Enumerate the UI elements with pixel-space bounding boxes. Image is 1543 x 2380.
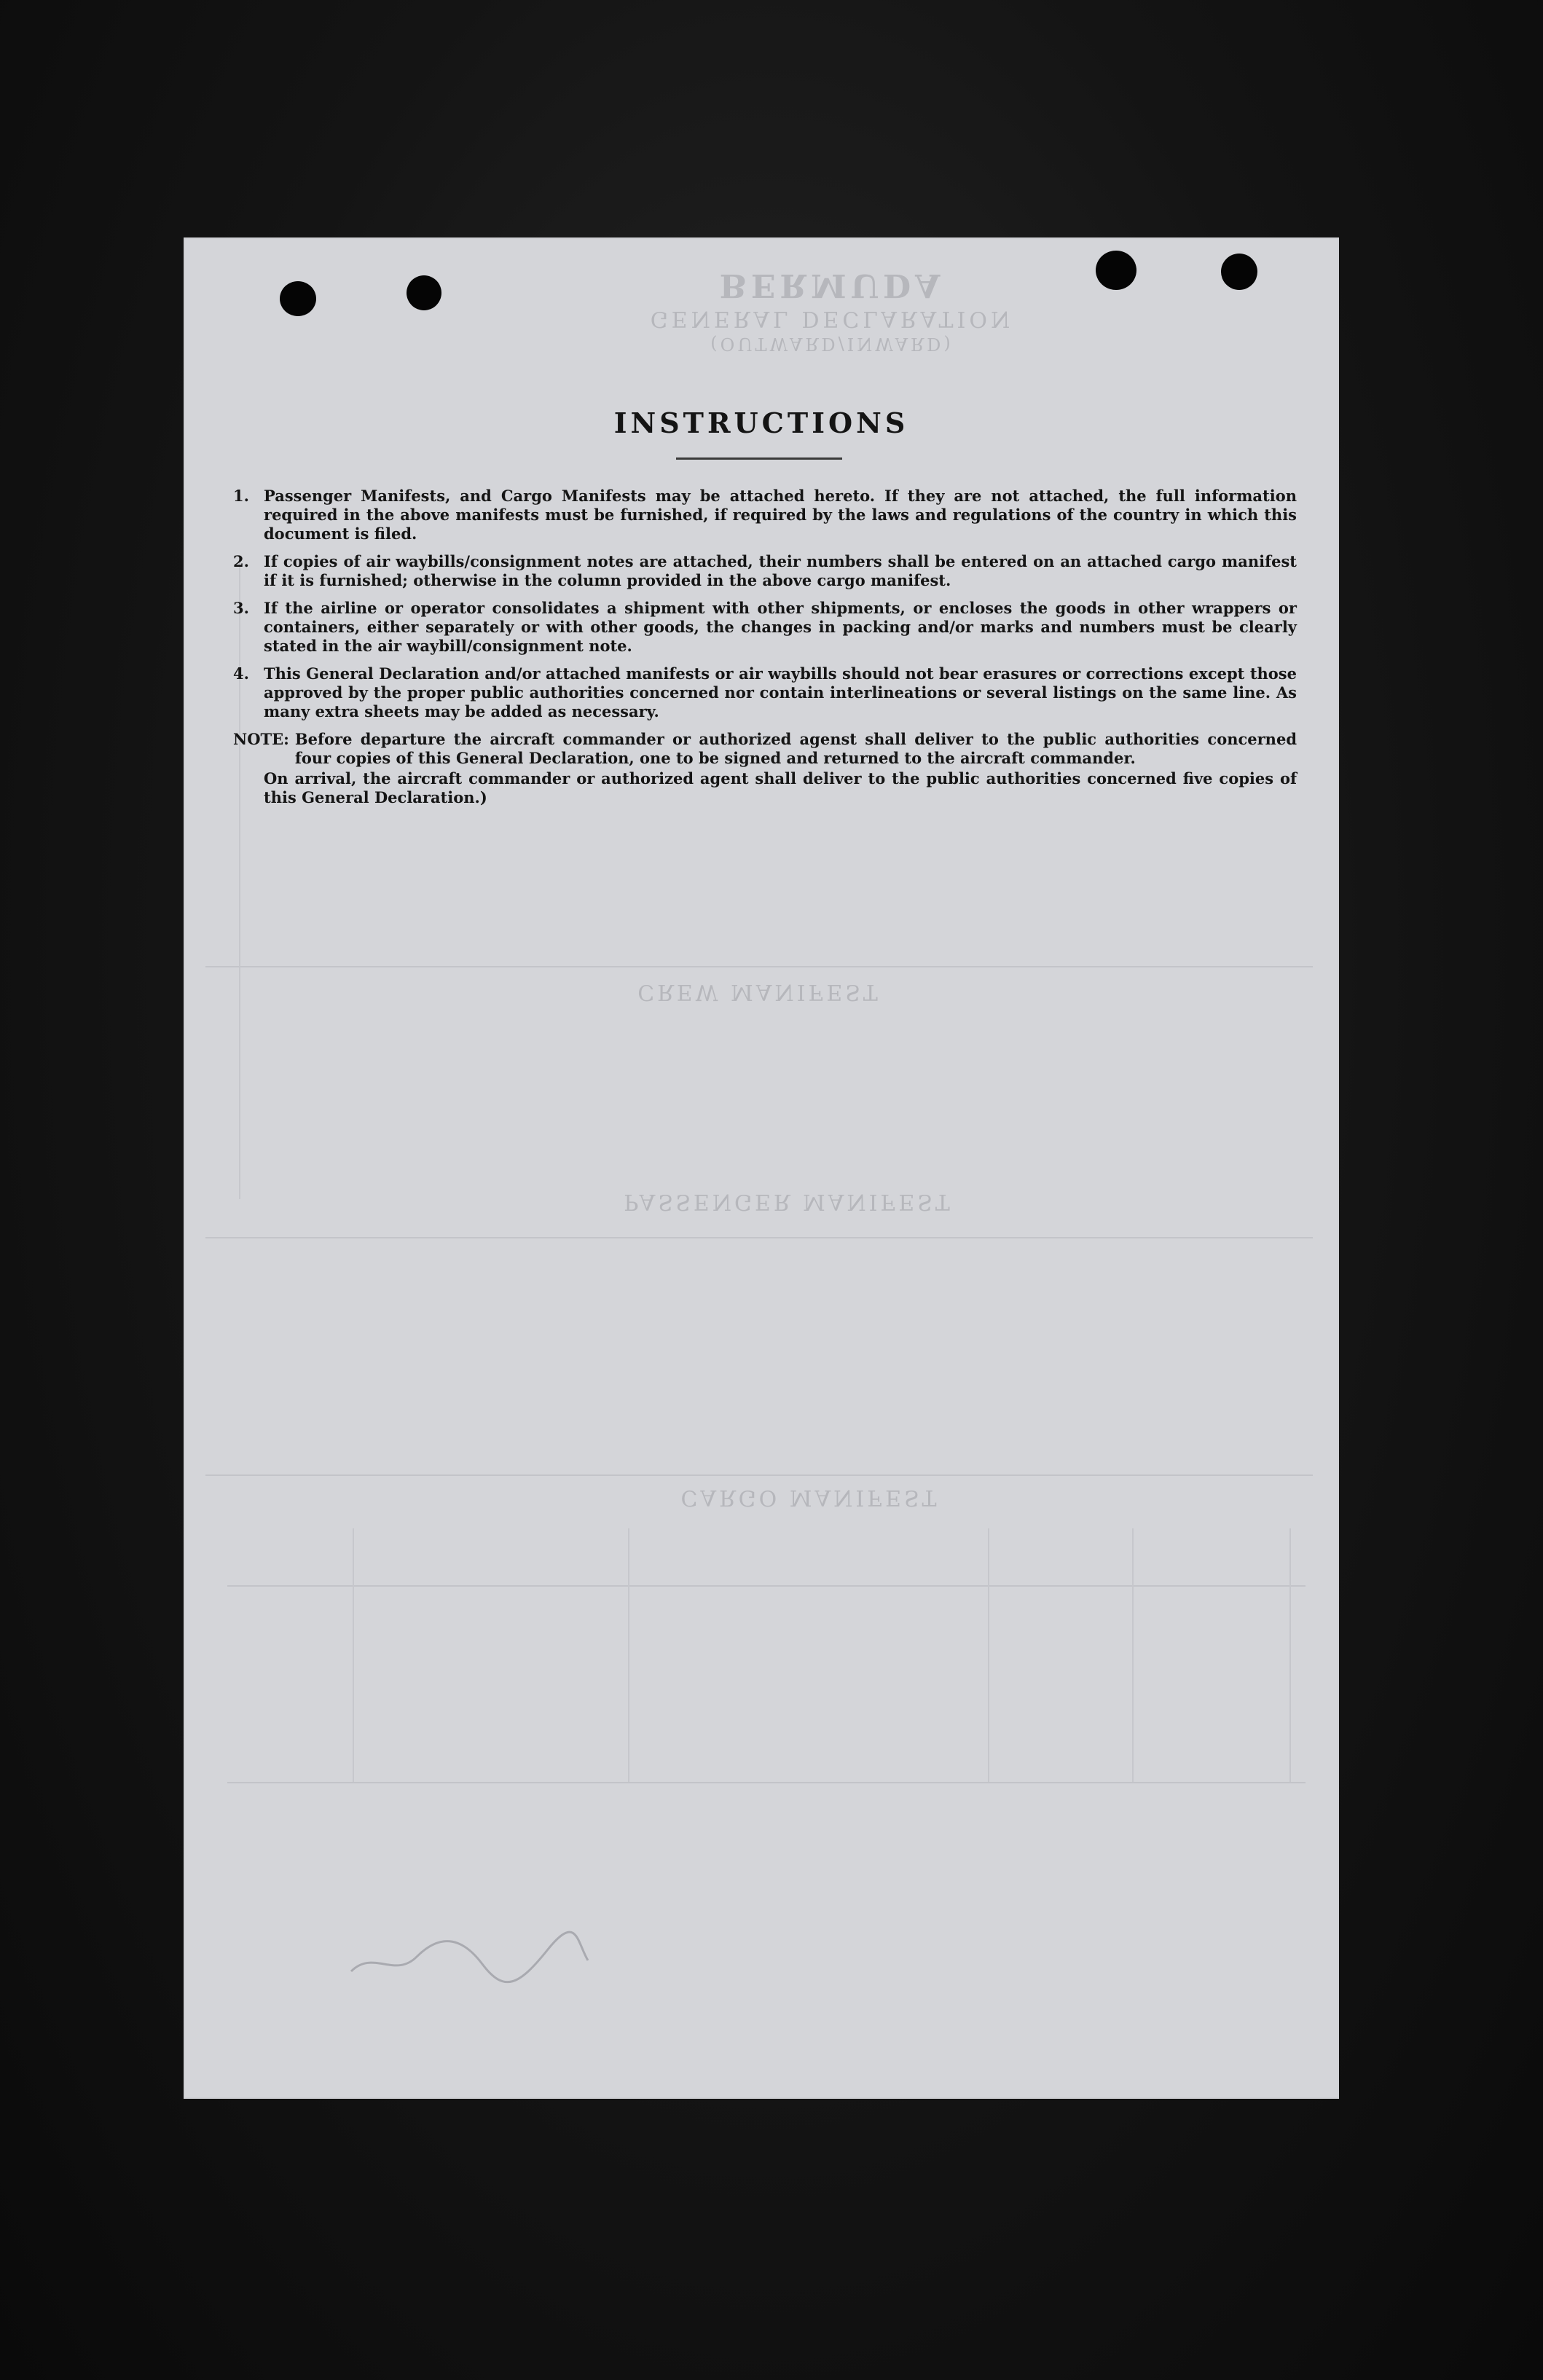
punch-hole-right xyxy=(1096,251,1136,290)
bleed-rule xyxy=(205,1474,1313,1476)
instruction-text: This General Declaration and/or attached manifests or air waybills should not bear erasures or corrections except those approved by the proper public authorities concerned nor contain interlineations or several listings on the same line. As many extra sheets may be added as necessary. xyxy=(264,664,1297,720)
bleed-through-subtitle: GENERAL DECLARATION xyxy=(650,306,1014,331)
bleed-column xyxy=(353,1528,354,1782)
instruction-item xyxy=(233,664,1297,721)
bleed-column xyxy=(1132,1528,1134,1782)
note-text-arrival: On arrival, the aircraft commander or authorized agent shall deliver to the public authorities concerned five copies of this General Declaration.) xyxy=(264,769,1297,806)
bleed-through-cargo-heading: CARGO MANIFEST xyxy=(680,1485,940,1510)
instruction-text: If the airline or operator consolidates a shipment with other shipments, or encloses the goods in other wrappers or containers, either separately or with other goods, the changes in packing and/or marks and numbers must be clearly stated in the air waybill/consignment note. xyxy=(264,599,1297,655)
bleed-column xyxy=(988,1528,989,1782)
punch-hole-left xyxy=(280,281,316,316)
bleed-through-subtitle2: (OUTWARD/INWARD) xyxy=(710,334,954,354)
bleed-rule xyxy=(227,1585,1306,1587)
instruction-text: If copies of air waybills/consignment notes are attached, their numbers shall be entered on an attached cargo manifest if it is furnished; otherwise in the column provided in the above cargo manifest. xyxy=(264,552,1297,589)
bleed-through-signature xyxy=(344,1928,592,1993)
note-text: Before departure the aircraft commander or authorized agenst shall deliver to the public authorities concerned four copies of this General Declaration, one to be signed and returned to the aircraft commander. xyxy=(294,730,1297,767)
note-block xyxy=(233,730,1297,768)
bleed-rule xyxy=(227,1782,1306,1783)
instruction-number: 1. xyxy=(233,487,249,505)
instruction-number: 3. xyxy=(233,599,249,617)
instruction-number: 4. xyxy=(233,664,249,683)
bleed-through-title: BERMUDA xyxy=(719,267,945,304)
punch-hole-right-2 xyxy=(1221,254,1257,290)
bleed-rule xyxy=(205,966,1313,967)
bleed-rule xyxy=(205,1237,1313,1238)
instructions-heading: INSTRUCTIONS xyxy=(613,407,909,439)
instructions-list xyxy=(233,487,1297,807)
note-label: NOTE: xyxy=(233,730,289,748)
instruction-item xyxy=(233,487,1297,543)
bleed-column xyxy=(1289,1528,1291,1782)
bleed-through-crew-heading: CREW MANIFEST xyxy=(637,979,881,1005)
bleed-column xyxy=(628,1528,629,1782)
bleed-through-passenger-heading: PASSENGER MANIFEST xyxy=(624,1189,953,1214)
instruction-item xyxy=(233,599,1297,656)
instruction-number: 2. xyxy=(233,552,249,570)
instruction-item xyxy=(233,552,1297,590)
document-sheet xyxy=(184,237,1339,2099)
heading-underline xyxy=(676,457,842,460)
instruction-text: Passenger Manifests, and Cargo Manifests may be attached hereto. If they are not attached, the full information required in the above manifests must be furnished, if required by the laws and regulations of the country in which this document is filed. xyxy=(264,487,1297,543)
punch-hole-left-2 xyxy=(407,275,441,310)
